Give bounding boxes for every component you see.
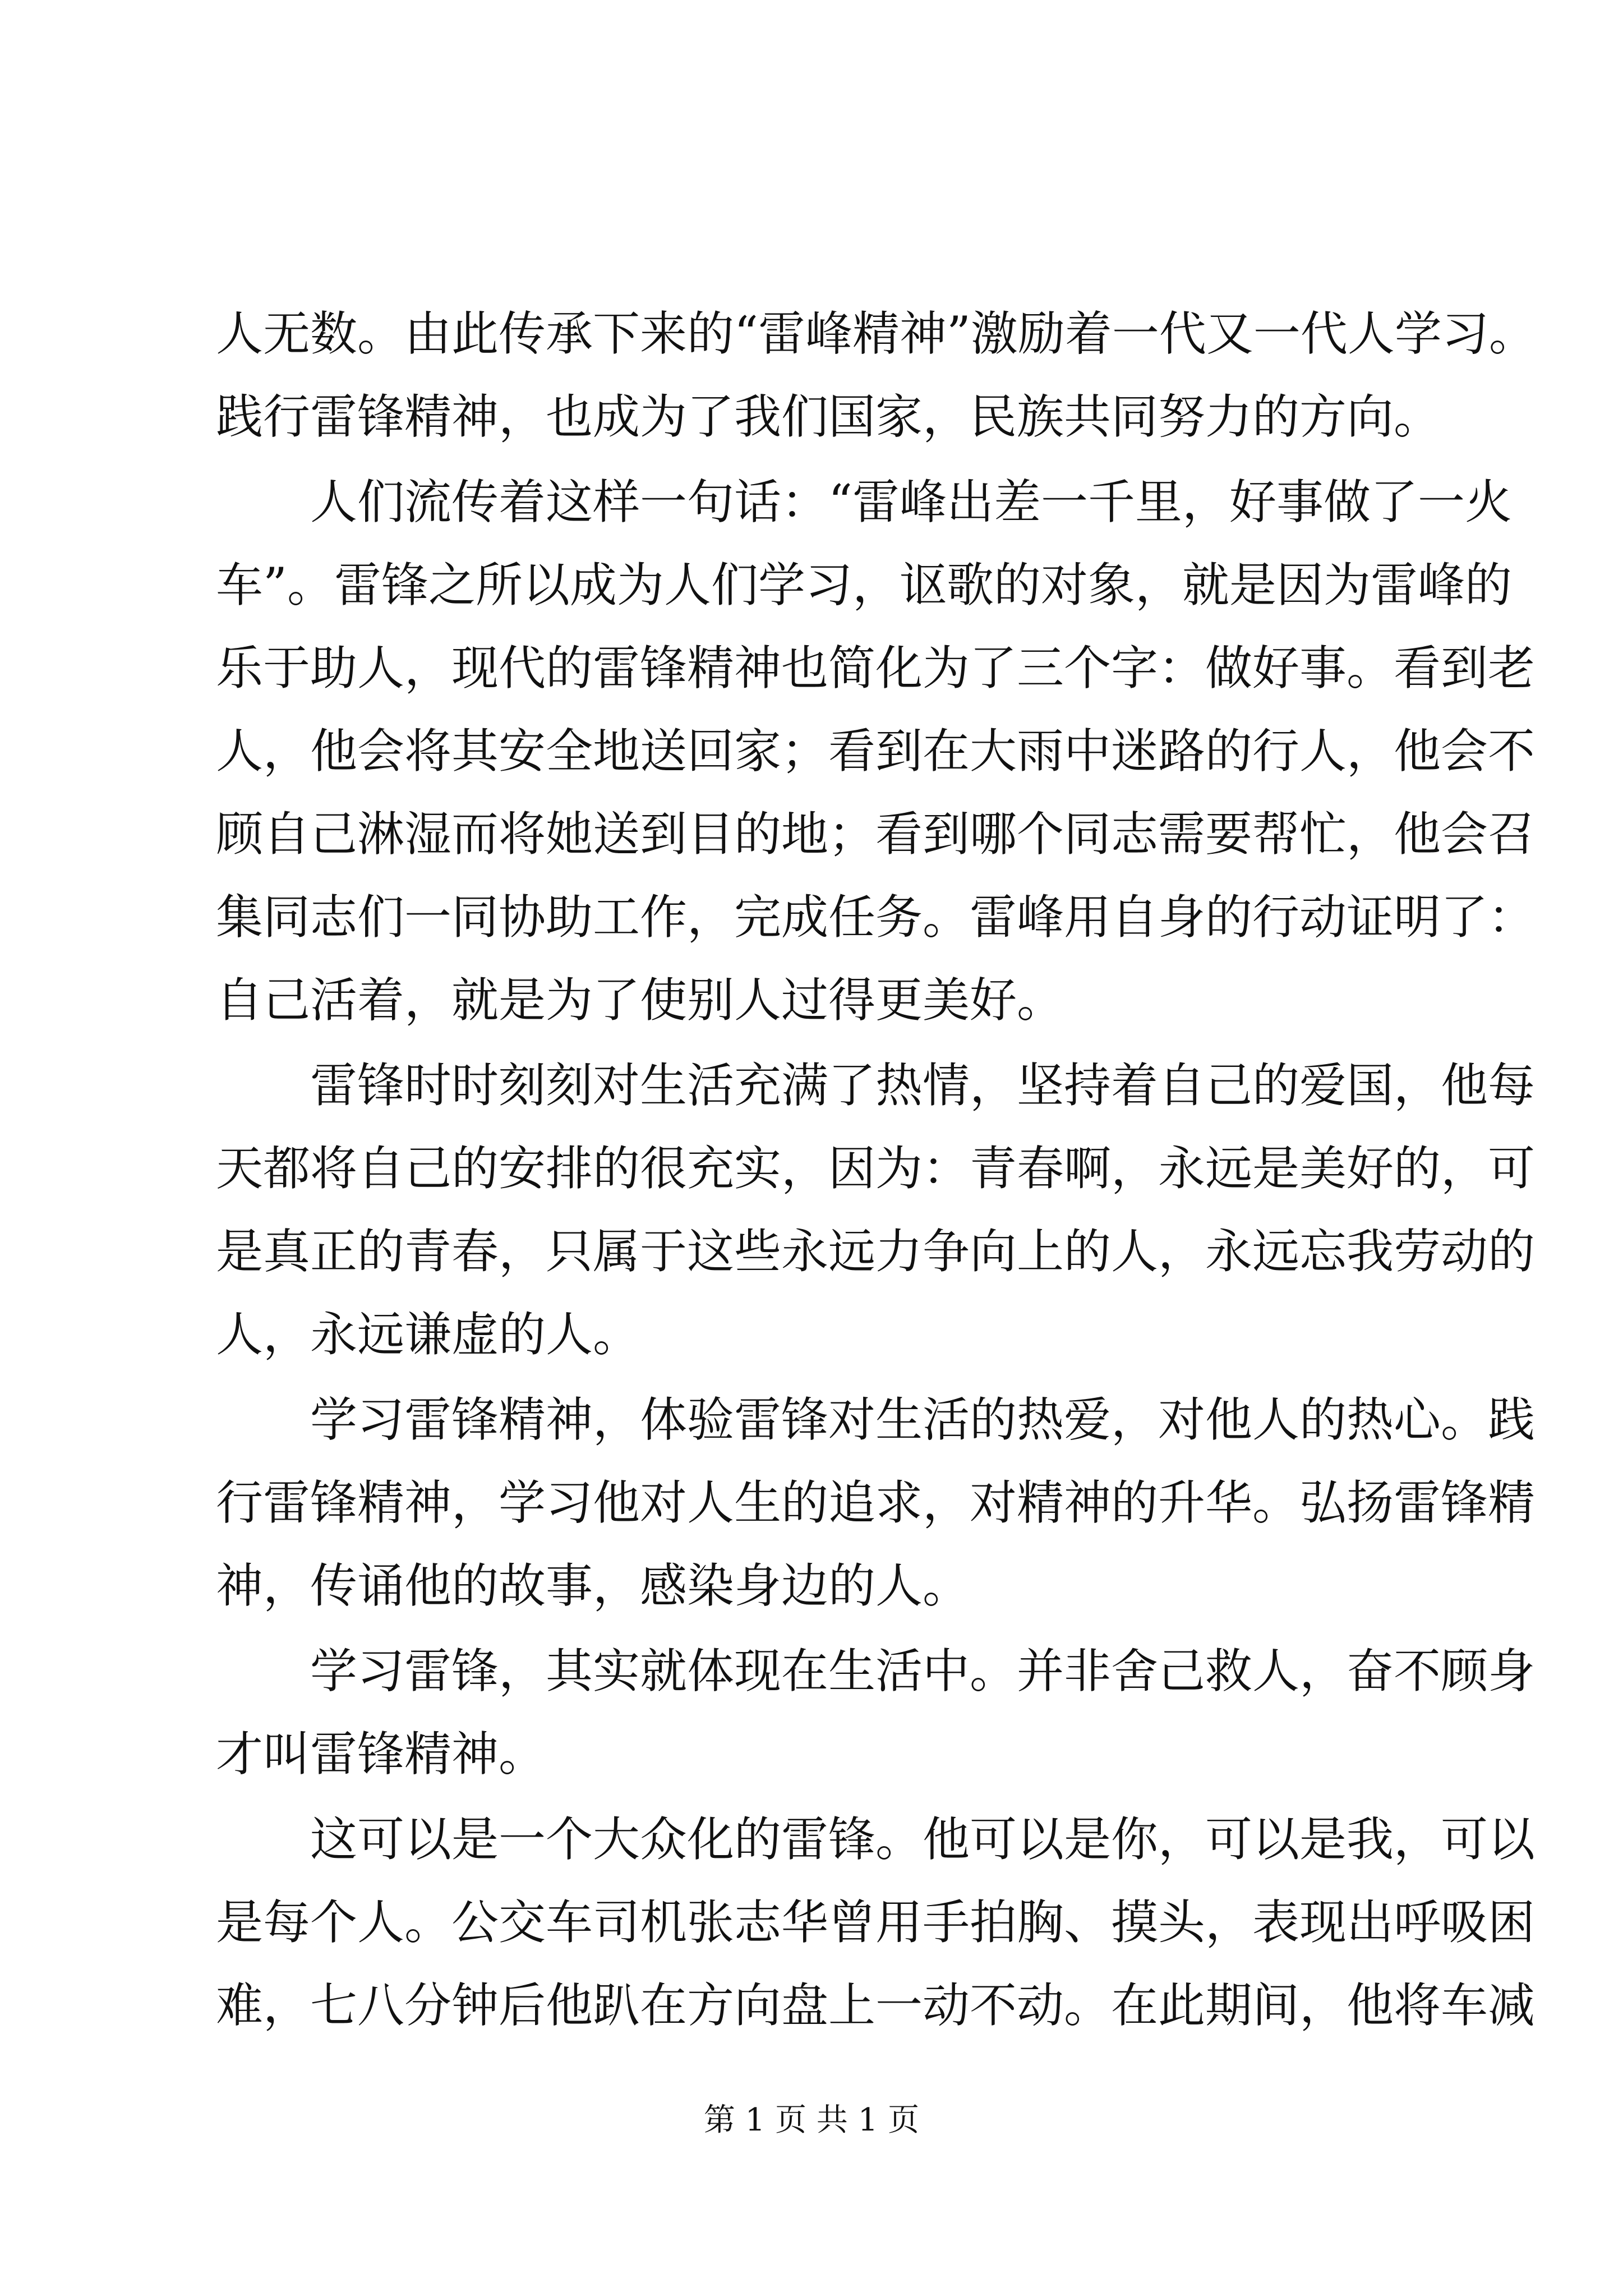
text-line: 才叫雷锋精神。 xyxy=(216,1727,546,1782)
paragraph-first-line: 学习雷锋，其实就体现在生活中。并非舍己救人，奋不顾身 xyxy=(310,1644,1536,1699)
text-line: 人，他会将其安全地送回家；看到在大雨中迷路的行人，他会不 xyxy=(216,724,1536,779)
text-line: 难，七八分钟后他趴在方向盘上一动不动。在此期间，他将车减 xyxy=(216,1978,1536,2033)
text-line: 是真正的青春，只属于这些永远力争向上的人，永远忘我劳动的 xyxy=(216,1224,1536,1279)
text-line: 乐于助人，现代的雷锋精神也简化为了三个字：做好事。看到老 xyxy=(216,641,1536,696)
paragraph-first-line: 人们流传着这样一句话：“雷峰出差一千里，好事做了一火 xyxy=(310,475,1512,530)
text-line: 自己活着，就是为了使别人过得更美好。 xyxy=(216,973,1064,1028)
text-line: 车”。雷锋之所以成为人们学习，讴歌的对象，就是因为雷峰的 xyxy=(216,558,1512,613)
text-line: 践行雷锋精神，也成为了我们国家，民族共同努力的方向。 xyxy=(216,389,1441,444)
paragraph-first-line: 学习雷锋精神，体验雷锋对生活的热爱，对他人的热心。践 xyxy=(310,1392,1536,1447)
page-number-footer: 第 1 页 共 1 页 xyxy=(703,2102,920,2138)
text-line: 顾自己淋湿而将她送到目的地；看到哪个同志需要帮忙，他会召 xyxy=(216,807,1536,862)
text-line: 行雷锋精神，学习他对人生的追求，对精神的升华。弘扬雷锋精 xyxy=(216,1475,1536,1530)
text-line: 是每个人。公交车司机张志华曾用手拍胸、摸头，表现出呼吸困 xyxy=(216,1895,1536,1950)
text-line: 神，传诵他的故事，感染身边的人。 xyxy=(216,1558,970,1613)
text-line: 人，永远谦虚的人。 xyxy=(216,1307,640,1362)
paragraph-first-line: 雷锋时时刻刻对生活充满了热情，坚持着自己的爱国，他每 xyxy=(310,1058,1536,1113)
paragraph-first-line: 这可以是一个大众化的雷锋。他可以是你，可以是我，可以 xyxy=(310,1812,1536,1867)
text-line: 集同志们一同协助工作，完成任务。雷峰用自身的行动证明了： xyxy=(216,890,1536,945)
text-line: 人无数。由此传承下来的“雷峰精神”激励着一代又一代人学习。 xyxy=(216,306,1536,361)
text-line: 天都将自己的安排的很充实，因为：青春啊，永远是美好的，可 xyxy=(216,1141,1536,1196)
